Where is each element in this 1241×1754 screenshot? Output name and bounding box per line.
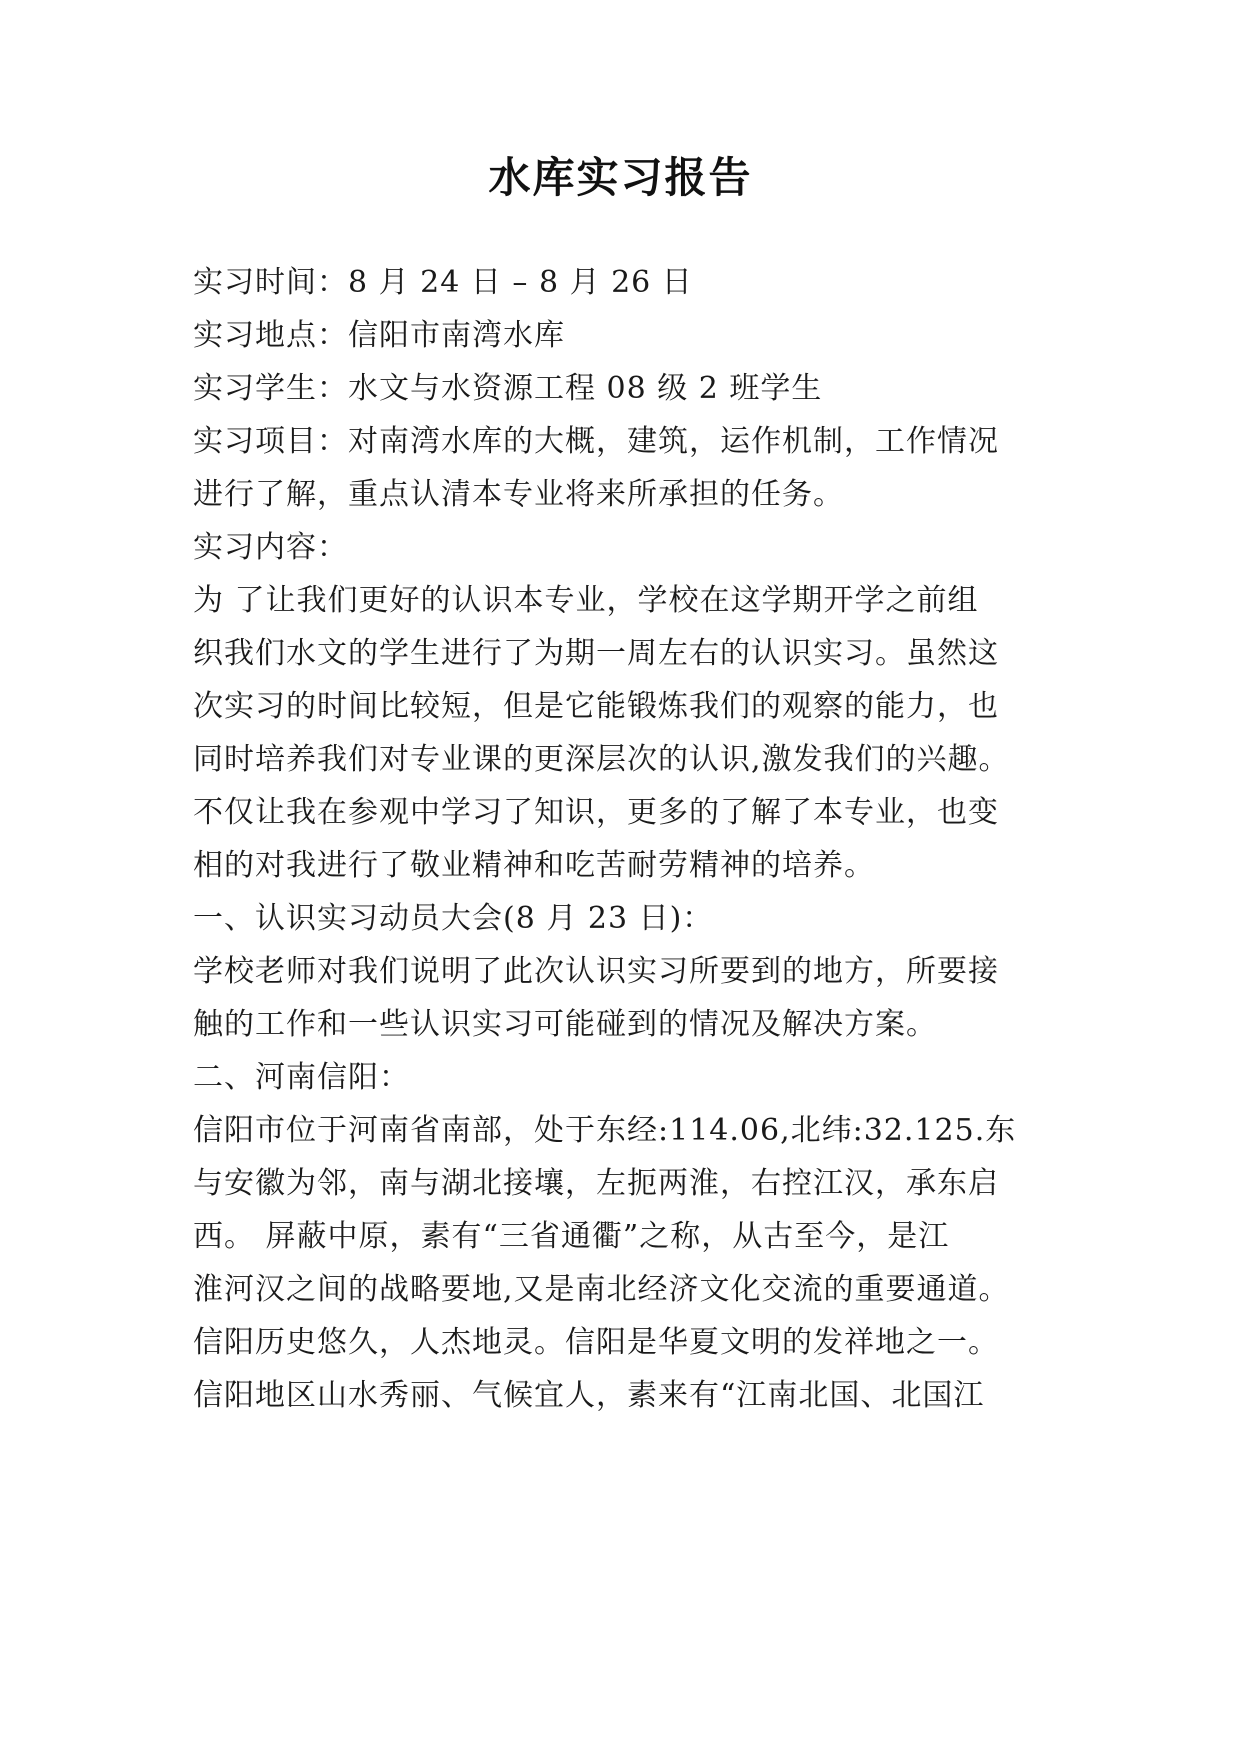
text-line: 西。 屏蔽中原，素有“三省通衢”之称，从古至今，是江 (193, 1219, 950, 1254)
text-line: 相的对我进行了敬业精神和吃苦耐劳精神的培养。 (193, 848, 875, 883)
text-line: 织我们水文的学生进行了为期一周左右的认识实习。虽然这 (193, 636, 999, 671)
document-title: 水库实习报告 (488, 153, 753, 202)
text-line: 同时培养我们对专业课的更深层次的认识,激发我们的兴趣。 (193, 742, 1010, 777)
section-label-content: 实习内容： (193, 530, 348, 565)
text-line: 信阳市位于河南省南部，处于东经:114.06,北纬:32.125.东 (193, 1113, 1017, 1148)
info-line-location: 实习地点：信阳市南湾水库 (193, 318, 565, 353)
text-line: 触的工作和一些认识实习可能碰到的情况及解决方案。 (193, 1007, 937, 1042)
section-heading-1: 一、认识实习动员大会(8 月 23 日)： (193, 901, 714, 936)
text-line: 次实习的时间比较短，但是它能锻炼我们的观察的能力，也 (193, 689, 999, 724)
text-line: 学校老师对我们说明了此次认识实习所要到的地方，所要接 (193, 954, 999, 989)
info-line-students: 实习学生：水文与水资源工程 08 级 2 班学生 (193, 371, 823, 406)
text-line: 为 了让我们更好的认识本专业，学校在这学期开学之前组 (193, 583, 979, 618)
text-line: 信阳地区山水秀丽、气候宜人，素来有“江南北国、北国江 (193, 1378, 985, 1413)
text-line: 进行了解，重点认清本专业将来所承担的任务。 (193, 477, 844, 512)
text-line: 淮河汉之间的战略要地,又是南北经济文化交流的重要通道。 (193, 1272, 1010, 1307)
text-line: 不仅让我在参观中学习了知识，更多的了解了本专业，也变 (193, 795, 999, 830)
section-heading-2: 二、河南信阳： (193, 1060, 410, 1095)
text-line: 信阳历史悠久，人杰地灵。信阳是华夏文明的发祥地之一。 (193, 1325, 999, 1360)
info-line-time: 实习时间：8 月 24 日 – 8 月 26 日 (193, 265, 693, 300)
text-line: 与安徽为邻，南与湖北接壤，左扼两淮，右控江汉，承东启 (193, 1166, 999, 1201)
info-line-project: 实习项目：对南湾水库的大概，建筑，运作机制，工作情况 (193, 424, 999, 459)
